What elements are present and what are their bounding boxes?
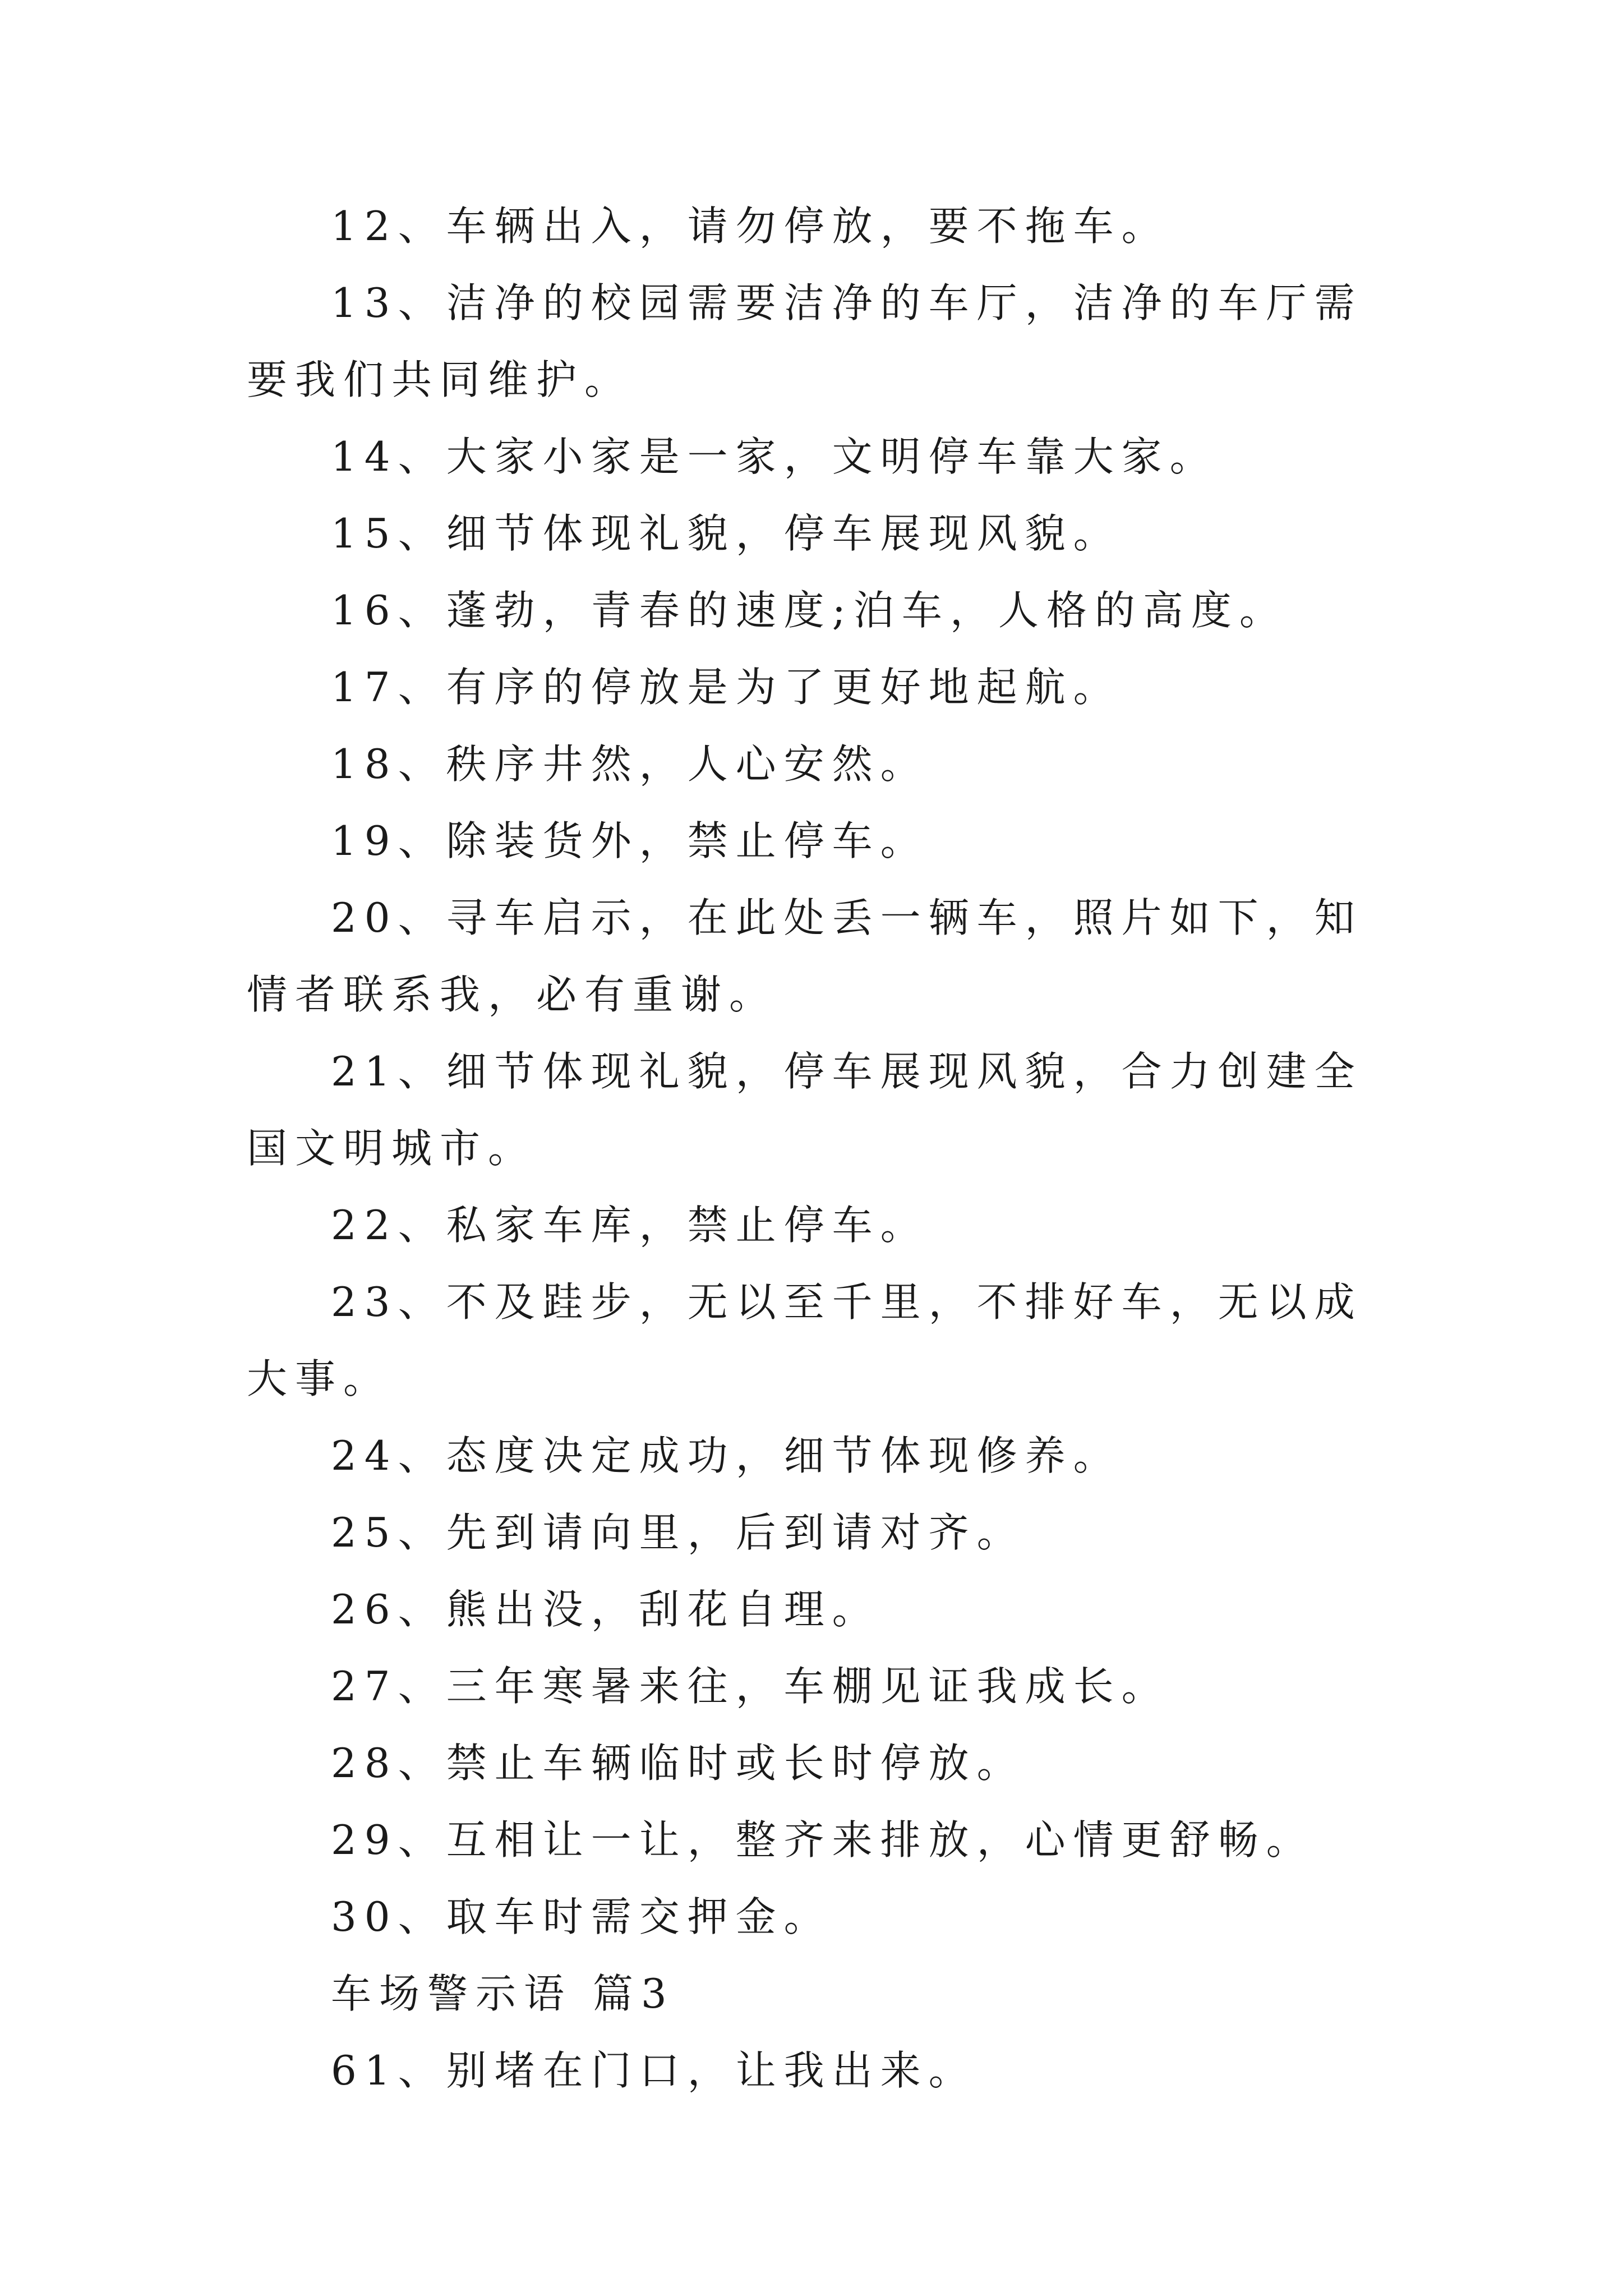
- paragraph-21: 21、细节体现礼貌，停车展现风貌，合力创建全国文明城市。: [247, 1048, 1363, 1172]
- paragraph-19: 19、除装货外，禁止停车。: [331, 817, 929, 864]
- paragraph-22: 22、私家车库，禁止停车。: [331, 1202, 929, 1249]
- paragraph-27: 27、三年寒暑来往，车棚见证我成长。: [331, 1663, 1170, 1710]
- paragraph-14: 14、大家小家是一家，文明停车靠大家。: [331, 433, 1218, 480]
- paragraph-61: 61、别堵在门口，让我出来。: [331, 2047, 977, 2094]
- paragraph-26: 26、熊出没，刮花自理。: [331, 1586, 880, 1633]
- paragraph-12: 12、车辆出入，请勿停放，要不拖车。: [331, 203, 1170, 250]
- document-page: [247, 188, 1391, 2109]
- paragraph-29: 29、互相让一让，整齐来排放，心情更舒畅。: [331, 1816, 1315, 1864]
- paragraph-17: 17、有序的停放是为了更好地起航。: [331, 664, 1122, 711]
- paragraph-13: 13、洁净的校园需要洁净的车厅，洁净的车厅需要我们共同维护。: [247, 279, 1363, 403]
- paragraph-23: 23、不及跬步，无以至千里，不排好车，无以成大事。: [247, 1278, 1363, 1402]
- paragraph-20: 20、寻车启示，在此处丢一辆车，照片如下，知情者联系我，必有重谢。: [247, 894, 1363, 1018]
- paragraph-24: 24、态度决定成功，细节体现修养。: [331, 1432, 1122, 1479]
- section-heading: 车场警示语 篇3: [331, 1970, 675, 2017]
- paragraph-28: 28、禁止车辆临时或长时停放。: [331, 1740, 1025, 1787]
- paragraph-16: 16、蓬勃，青春的速度;泊车，人格的高度。: [331, 587, 1288, 634]
- paragraph-18: 18、秩序井然，人心安然。: [331, 740, 929, 788]
- paragraph-15: 15、细节体现礼貌，停车展现风貌。: [331, 510, 1122, 557]
- paragraph-30: 30、取车时需交押金。: [331, 1893, 832, 1940]
- paragraph-25: 25、先到请向里，后到请对齐。: [331, 1509, 1025, 1556]
